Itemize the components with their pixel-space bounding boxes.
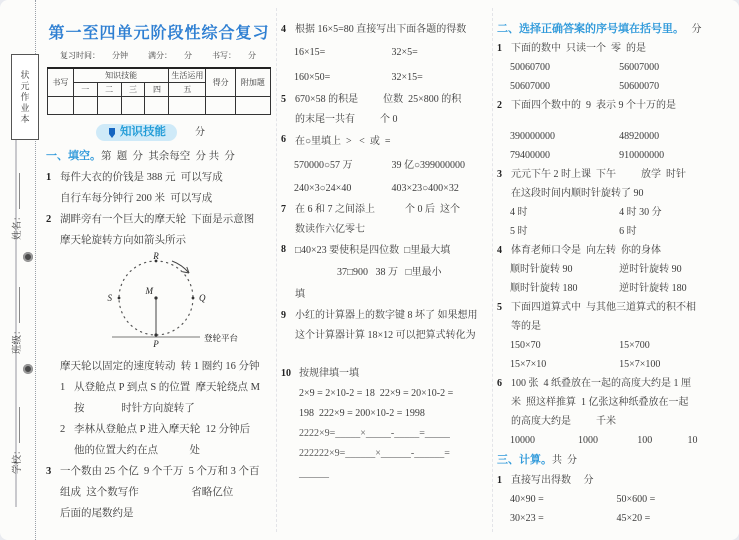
fill-q4: 4 根据 16×5=80 直接写出下面各题的得数 [281,20,489,40]
choose-q4-options [510,260,723,298]
section-3-points: 共 分 [552,455,577,466]
name-blank-line [11,173,20,209]
comparison: 403×23○400×32 [391,183,459,194]
option: 5 时 [510,226,528,237]
column-divider [276,8,277,532]
comparison: 240×3○24×40 [294,183,352,194]
pattern-blank-line: ______ [299,468,329,479]
answer-space [497,115,723,127]
question-line: 这个计算器计算 18×12 可以把算式转化为 [295,330,476,341]
option: 48920000 [619,131,660,142]
question-line: 米 照这样推算 1 亿张这种纸叠放在一起 [511,397,689,408]
question-line: 按规律填一填 [299,368,359,379]
question-line: 数读作六亿零七 [295,224,365,235]
option: 50060700 [510,62,550,73]
fill-q6: 6 在○里填上 > < 或 = [281,130,489,154]
choose-q3-options [510,203,723,241]
question-line: 李林从登舱点 P 进入摩天轮 12 分钟后 [74,424,251,435]
fill-q2-sub2: 2 李林从登舱点 P 进入摩天轮 12 分钟后 他的位置大约在点 处 [60,419,272,461]
question-line: 在这段时间内顺时针旋转了 90 [511,188,644,199]
choose-q5: 5 下面四道算式中 与其他三道算式的积不相 等的是 [497,298,723,336]
pattern-line: 198 222×9 = 200×10-2 = 1998 [299,408,425,419]
choose-q1: 1 下面的数中 只读一个 零 的是 [497,39,723,58]
option: 4 时 [510,207,528,218]
question-line: 下面四道算式中 与其他三道算式的积不相 [511,302,696,313]
fill-q6-row1 [294,154,489,177]
section-2-heading [497,20,723,39]
equation: 30×23 = [510,513,544,524]
pattern-blank-line: 2222×9=_____×_____-_____=_____ [299,428,450,439]
calc-q1-equations [510,490,723,528]
equation: 16×15= [294,47,326,58]
question-line: 摩天轮旋转方向如箭头所示 [60,235,186,246]
option: 10000 [510,435,535,446]
section-badge-row [96,122,272,143]
option: 1000 [578,435,599,446]
page-title: 第一至四单元阶段性综合复习 [48,25,270,42]
section-3-title: 三、计算。 [497,454,552,466]
class-field: 班级： [9,287,23,354]
option: 390000000 [510,131,555,142]
fill-q9: 9 小红的计算器上的数字键 8 坏了 如果想用 这个计算器计算 18×12 可以把算式转化为 [281,306,489,346]
point-label-p: P [153,339,159,348]
score-col-bonus: 附加题 [235,68,270,97]
question-line: 摩天轮以固定的速度转动 转 1 圈约 16 分钟 [60,361,260,372]
score-sub-2: 二 [97,83,121,97]
fill-q4-equations [294,40,489,90]
section-2-points [684,24,692,35]
equation: 32×15= [391,72,423,83]
question-line: 100 张 4 纸叠放在一起的高度大约是 1 厘 [511,378,691,389]
point-label-s: S [107,293,112,303]
question-line: 湖畔旁有一个巨大的摩天轮 下面是示意图 [60,214,255,225]
option: 56007000 [619,62,660,73]
point-label-r: R [153,252,159,261]
review-meta-line: 复习时间： 分钟 满分： 分 书写： 分 [60,51,256,60]
answer-space [281,346,489,364]
question-line: 在 6 和 7 之间添上 个 0 后 这个 [295,204,460,215]
question-line: 根据 16×5=80 直接写出下面各题的得数 [295,24,467,35]
ferris-wheel-diagram [56,252,256,348]
score-table [47,67,271,115]
school-field: 学校： [9,407,23,474]
badge-ribbon-icon [107,128,117,138]
pattern-line: 2×9 = 2×10-2 = 18 22×9 = 20×10-2 = [299,388,454,399]
score-entry-row [48,97,271,115]
fill-q6-row2 [294,177,489,200]
score-col-writing: 书写 [48,68,74,97]
equation: 45×20 = [616,513,651,524]
score-col-skills: 知识技能 [73,68,169,83]
choose-q1-options [510,58,723,96]
score-sub-4: 四 [145,83,169,97]
calc-q1: 1 直接写出得数 分 [497,471,723,490]
question-line: 后面的尾数约是 [60,508,134,519]
fill-q3: 3 一个数由 25 个亿 9 个千万 5 个万和 3 个百 组成 这个数写作 省略亿位 后面的尾数约是 [46,461,272,524]
platform-label: 登轮平台 [204,333,239,343]
choose-q5-options [510,336,723,374]
choose-q3: 3 元元下午 2 时上课 下午 放学 时针 在这段时间内顺时针旋转了 90 [497,165,723,203]
badge-label: 知识技能 [120,126,166,138]
question-line: 的高度大约是 千米 [511,416,616,427]
option: 150×70 [510,340,541,351]
choose-q4: 4 体育老师口令是 向左转 你的身体 [497,241,723,260]
comparison: 39 亿○399000000 [391,160,466,171]
section-2-points-suffix: 分 [691,24,702,35]
score-sub-5: 五 [169,83,206,97]
choose-q2-options [510,127,723,165]
option: 100 [637,435,653,446]
section-3-heading [497,450,723,471]
equation: 50×600 = [616,494,656,505]
question-line: 在○里填上 > < 或 = [295,136,391,147]
option: 15×700 [619,340,650,351]
question-line: 下面四个数中的 9 表示 9 个十万的是 [511,100,676,111]
equation: 160×50= [294,72,331,83]
option: 6 时 [619,226,637,237]
comparison: 570000○57 万 [294,160,353,171]
option: 15×7×100 [619,359,661,370]
option: 顺时针旋转 90 [510,264,573,275]
fill-q7: 7 在 6 和 7 之间添上 个 0 后 这个 数读作六亿零七 [281,200,489,240]
punch-hole [23,364,33,374]
fill-q2: 2 湖畔旁有一个巨大的摩天轮 下面是示意图 摩天轮旋转方向如箭头所示 [46,209,272,251]
option: 50607000 [510,81,550,92]
badge-score-suffix: 分 [195,127,205,138]
column-2 [281,0,489,484]
option: 50600070 [619,81,660,92]
score-col-life: 生活运用 [169,68,206,83]
point-label-m: M [145,286,153,296]
question-line: □40×23 要使积是四位数 □里最大填 [295,245,451,256]
choose-q2: 2 下面四个数中的 9 表示 9 个十万的是 [497,96,723,115]
question-line: 按 时针方向旋转了 [74,403,195,414]
question-line: 下面的数中 只读一个 零 的是 [511,43,646,54]
question-line: 元元下午 2 时上课 下午 放学 时针 [511,169,686,180]
score-col-score: 得分 [206,68,236,97]
option: 79400000 [510,150,550,161]
option: 910000000 [619,150,665,161]
workbook-edge-tab [11,54,39,140]
choose-q6: 6 100 张 4 纸叠放在一起的高度大约是 1 厘 米 照这样推算 1 亿张这种纸叠放在一起 的高度大约是 千米 [497,374,723,431]
score-sub-1: 一 [73,83,97,97]
section-1-title: 一、填空。 [46,150,101,162]
question-line: 填 [295,289,305,300]
question-line: 每件大衣的价钱是 388 元 可以写成 [60,172,223,183]
section-2-title: 二、选择正确答案的序号填在括号里。 [497,23,684,35]
pattern-blank-line: 222222×9=______×______-______= [299,448,450,459]
question-line: 直接写出得数 分 [511,475,594,486]
fill-q8: 8 □40×23 要使积是四位数 □里最大填 37□900 38 万 □里最小 填 [281,240,489,306]
score-sub-3: 三 [121,83,145,97]
option: 顺时针旋转 180 [510,283,578,294]
equation: 32×5= [391,47,418,58]
question-line: 等的是 [511,321,541,332]
fill-q2-sub1: 1 从登舱点 P 到点 S 的位置 摩天轮绕点 M 按 时针方向旋转了 [60,377,272,419]
question-line: 他的位置大约在点 处 [74,445,200,456]
equation: 40×90 = [510,494,544,505]
choose-q6-options [510,431,723,450]
fill-q5: 5 670×58 的积是 位数 25×800 的积 的末尾一共有 个 0 [281,90,489,130]
question-line: 37□900 38 万 □里最小 [337,267,442,278]
fill-q10: 10 按规律填一填 2×9 = 2×10-2 = 18 22×9 = 20×10-2 = 198 222×9 = 200×10-2 = 1998 2222×9=_____×_____-_____=_____ 222222×9=______×______-______= ______ [281,364,489,484]
option: 逆时针旋转 90 [619,264,682,275]
option: 10 [687,435,698,446]
name-field: 姓名： [9,173,23,240]
option: 4 时 30 分 [619,207,662,218]
question-line: 670×58 的积是 位数 25×800 的积 [295,94,462,105]
question-line: 组成 这个数写作 省略亿位 [60,487,234,498]
column-1 [46,0,272,524]
question-line: 小红的计算器上的数字键 8 坏了 如果想用 [295,310,478,321]
section-1-heading [46,146,272,167]
point-label-q: Q [199,293,206,303]
question-line: 一个数由 25 个亿 9 个千万 5 个万和 3 个百 [60,466,260,477]
question-line: 自行车每分钟行 200 米 可以写成 [60,193,213,204]
class-blank-line [11,287,20,323]
section-1-points: 第 题 分 其余每空 分 共 分 [101,151,235,162]
option: 15×7×10 [510,359,547,370]
knowledge-skills-badge [96,124,177,141]
column-3 [497,0,723,528]
punch-hole [23,252,33,262]
column-divider [492,8,493,532]
school-blank-line [11,407,20,443]
question-line: 的末尾一共有 个 0 [295,114,398,125]
question-line: 从登舱点 P 到点 S 的位置 摩天轮绕点 M [74,382,261,393]
option: 逆时针旋转 180 [619,283,687,294]
question-line: 体育老师口令是 向左转 你的身体 [511,245,661,256]
workbook-edge-tab-label: 状元作业本 [19,69,30,125]
fill-q1: 1 每件大衣的价钱是 388 元 可以写成 自行车每分钟行 200 米 可以写成 [46,167,272,209]
